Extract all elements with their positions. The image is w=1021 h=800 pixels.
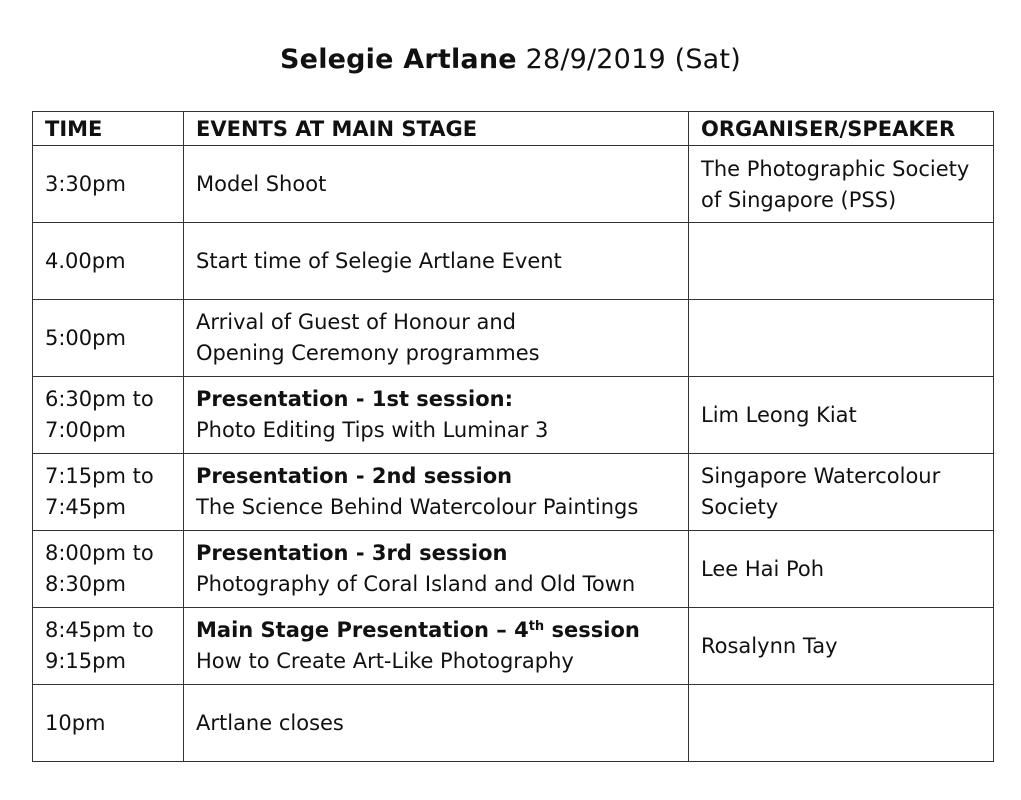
event-text: Model Shoot <box>196 171 327 196</box>
time-text: 8:45pm to <box>45 618 154 642</box>
time-text: 9:15pm <box>45 649 126 673</box>
time-text: 8:30pm <box>45 572 126 596</box>
title-name: Selegie Artlane <box>280 44 517 75</box>
event-text: The Science Behind Watercolour Paintings <box>196 495 639 519</box>
time-text: 7:15pm to <box>45 464 154 488</box>
event-heading <box>196 615 688 646</box>
table-row <box>33 223 994 300</box>
organiser-text: Lim Leong Kiat <box>701 402 857 427</box>
table-row <box>33 685 994 762</box>
time-cell <box>33 685 184 762</box>
event-heading-tail: session <box>544 618 640 642</box>
organiser-text: of Singapore (PSS) <box>701 188 897 212</box>
organiser-cell <box>689 531 994 608</box>
organiser-cell <box>689 300 994 377</box>
header-events: EVENTS AT MAIN STAGE <box>184 112 689 146</box>
time-text: 4.00pm <box>45 248 126 273</box>
table-row <box>33 300 994 377</box>
time-text: 7:00pm <box>45 418 126 442</box>
event-heading: Presentation - 2nd session <box>196 464 513 488</box>
time-cell <box>33 223 184 300</box>
event-cell <box>184 608 689 685</box>
event-text: Photography of Coral Island and Old Town <box>196 572 636 596</box>
time-text: 7:45pm <box>45 495 126 519</box>
time-text: 5:00pm <box>45 325 126 350</box>
organiser-cell <box>689 223 994 300</box>
header-row <box>33 112 994 146</box>
organiser-cell <box>689 685 994 762</box>
time-text: 6:30pm to <box>45 387 154 411</box>
organiser-cell <box>689 608 994 685</box>
time-cell <box>33 146 184 223</box>
event-cell <box>184 146 689 223</box>
event-cell <box>184 454 689 531</box>
table-row <box>33 608 994 685</box>
event-text: Start time of Selegie Artlane Event <box>196 248 562 273</box>
header-organiser: ORGANISER/SPEAKER <box>689 112 994 146</box>
time-text: 3:30pm <box>45 171 126 196</box>
time-cell <box>33 454 184 531</box>
event-heading-ordinal: th <box>528 619 545 634</box>
organiser-cell <box>689 146 994 223</box>
event-cell <box>184 685 689 762</box>
event-heading: Presentation - 3rd session <box>196 541 508 565</box>
time-cell <box>33 377 184 454</box>
time-text: 8:00pm to <box>45 541 154 565</box>
event-cell <box>184 531 689 608</box>
time-cell <box>33 531 184 608</box>
organiser-text: Singapore Watercolour <box>701 464 941 488</box>
table-row <box>33 146 994 223</box>
page-title <box>0 42 1021 78</box>
organiser-cell <box>689 377 994 454</box>
organiser-text: Lee Hai Poh <box>701 556 825 581</box>
event-text: Artlane closes <box>196 710 344 735</box>
event-text: How to Create Art-Like Photography <box>196 649 574 673</box>
schedule-table <box>32 111 994 762</box>
time-cell <box>33 300 184 377</box>
time-cell <box>33 608 184 685</box>
event-text: Opening Ceremony programmes <box>196 341 540 365</box>
event-heading: Presentation - 1st session: <box>196 387 514 411</box>
organiser-cell <box>689 454 994 531</box>
header-time: TIME <box>33 112 184 146</box>
organiser-text: The Photographic Society <box>701 157 970 181</box>
table-row <box>33 454 994 531</box>
event-heading-main: Main Stage Presentation – 4 <box>196 618 529 642</box>
organiser-text: Rosalynn Tay <box>701 633 838 658</box>
table-row <box>33 531 994 608</box>
event-text: Arrival of Guest of Honour and <box>196 310 517 334</box>
event-text: Photo Editing Tips with Luminar 3 <box>196 418 549 442</box>
event-cell <box>184 223 689 300</box>
title-date: 28/9/2019 (Sat) <box>525 44 741 75</box>
organiser-text: Society <box>701 495 779 519</box>
table-row <box>33 377 994 454</box>
time-text: 10pm <box>45 710 106 735</box>
event-cell <box>184 300 689 377</box>
event-cell <box>184 377 689 454</box>
